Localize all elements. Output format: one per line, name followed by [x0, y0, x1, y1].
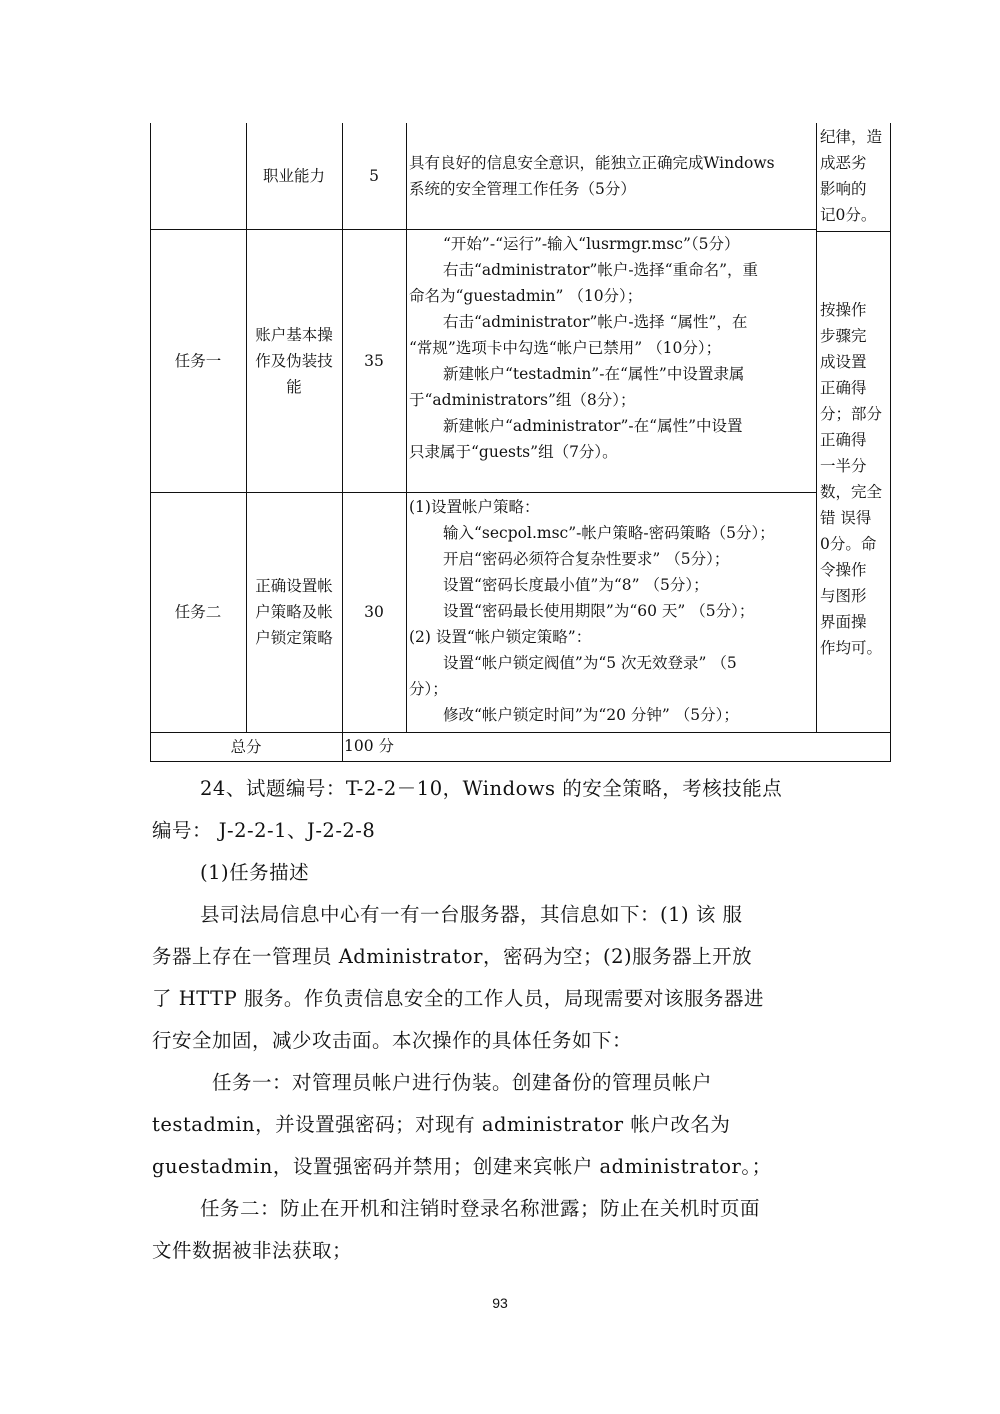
- text-line: 文件数据被非法获取；: [152, 1239, 353, 1262]
- detail-line: 新建帐户“administrator”-在“属性”中设置: [443, 417, 743, 435]
- note-line: 令操作: [820, 561, 867, 579]
- detail-line: 设置“密码长度最小值”为“8” （5分）；: [443, 576, 709, 594]
- detail-line: 输入“secpol.msc”-帐户策略-密码策略（5分）；: [443, 524, 775, 542]
- detail-line: 开启“密码必须符合复杂性要求” （5分）；: [443, 550, 730, 568]
- note-line: 一半分: [820, 457, 867, 475]
- table-line: [816, 231, 890, 232]
- detail-line: (2) 设置“帐户锁定策略”：: [409, 628, 592, 646]
- score-cell: [342, 492, 406, 732]
- question-heading: [152, 768, 852, 852]
- total-value: 100 分: [344, 737, 395, 755]
- note-line: 与图形: [820, 587, 867, 605]
- item-line: 能: [286, 377, 302, 396]
- task-label: 任务一: [174, 351, 222, 370]
- detail-line: 修改“帐户锁定时间”为“20 分钟” （5分）；: [443, 706, 739, 724]
- detail-line: (1)设置帐户策略：: [409, 498, 540, 516]
- item-line: 账户基本操: [255, 325, 333, 344]
- detail-line: 具有良好的信息安全意识，能独立正确完成Windows: [409, 154, 775, 172]
- details-cell: [409, 150, 815, 202]
- detail-line: 右击“administrator”帐户-选择 “属性”，在: [443, 313, 748, 331]
- total-value-cell: [344, 733, 644, 762]
- text-line: 24、试题编号：T-2-2－10，Windows 的安全策略，考核技能点: [200, 777, 783, 800]
- note-line: 步骤完: [820, 327, 867, 345]
- detail-line: 命名为“guestadmin” （10分）；: [409, 287, 643, 305]
- score-value: 30: [364, 603, 384, 621]
- note-line: 界面操: [820, 613, 867, 631]
- note-line: 成恶劣: [820, 154, 867, 172]
- text-line: 任务二：防止在开机和注销时登录名称泄露；防止在关机时页面: [200, 1197, 761, 1220]
- item-line: 正确设置帐: [255, 577, 333, 595]
- table-line: [816, 123, 817, 732]
- score-cell: [342, 229, 406, 492]
- note-line: 按操作: [820, 301, 867, 319]
- note-line: 作均可。: [820, 639, 883, 657]
- text-line: 务器上存在一管理员 Administrator，密码为空；(2)服务器上开放: [152, 945, 753, 968]
- text-line: 任务一：对管理员帐户进行伪装。创建备份的管理员帐户: [212, 1071, 713, 1094]
- item-label: 职业能力: [262, 167, 325, 185]
- text-line: 行安全加固，减少攻击面。本次操作的具体任务如下：: [152, 1029, 633, 1052]
- task-cell: [150, 492, 246, 732]
- detail-line: “常规”选项卡中勾选“帐户已禁用” （10分）；: [409, 339, 722, 357]
- score-cell: [342, 123, 406, 229]
- item-cell: [246, 123, 342, 229]
- total-label: 总分: [230, 737, 262, 756]
- detail-line: 于“administrators”组（8分）；: [409, 391, 636, 409]
- score-value: 35: [364, 351, 384, 370]
- item-cell: [246, 492, 342, 732]
- note-line: 错 误得: [820, 509, 872, 527]
- text-line: (1)任务描述: [200, 861, 310, 884]
- item-line: 户锁定策略: [255, 629, 333, 647]
- note-line: 正确得: [820, 379, 867, 397]
- scoring-table: [150, 123, 891, 762]
- text-line: 县司法局信息中心有一有一台服务器，其信息如下：(1) 该 服: [200, 903, 743, 926]
- text-line: testadmin，并设置强密码；对现有 administrator 帐户改名为: [152, 1113, 731, 1136]
- note-line: 影响的: [820, 180, 867, 198]
- detail-line: 只隶属于“guests”组（7分）。: [409, 443, 618, 461]
- detail-line: 设置“帐户锁定阀值”为“5 次无效登录” （5: [443, 654, 737, 672]
- section-heading: [152, 852, 852, 894]
- detail-line: 右击“administrator”帐户-选择“重命名”，重: [443, 261, 758, 279]
- task-one-paragraph: [152, 1062, 852, 1188]
- score-value: 5: [369, 167, 379, 185]
- text-line: 了 HTTP 服务。作负责信息安全的工作人员，局现需要对该服务器进: [152, 987, 764, 1010]
- merged-notes-cell: [820, 297, 892, 661]
- detail-line: “开始”-“运行”-输入“lusrmgr.msc”（5分）: [443, 235, 740, 253]
- item-cell: [246, 229, 342, 492]
- item-line: 户策略及帐: [255, 603, 333, 621]
- text-line: guestadmin，设置强密码并禁用；创建来宾帐户 administrator。；: [152, 1155, 772, 1178]
- note-line: 成设置: [820, 353, 867, 371]
- note-line: 记0分。: [820, 206, 877, 224]
- detail-line: 新建帐户“testadmin”-在“属性”中设置隶属: [443, 365, 745, 383]
- page-number: 93: [492, 1295, 508, 1311]
- details-cell: [409, 231, 815, 465]
- table-line: [406, 123, 407, 732]
- total-label-cell: [150, 732, 342, 761]
- detail-line: 系统的安全管理工作任务（5分）: [409, 180, 636, 198]
- details-cell: [409, 494, 815, 728]
- note-line: 数，完全: [820, 483, 883, 501]
- detail-line: 设置“密码最长使用期限”为“60 天” （5分）；: [443, 602, 755, 620]
- detail-line: 分）；: [409, 680, 448, 698]
- text-line: 编号： J-2-2-1、J-2-2-8: [152, 819, 376, 842]
- note-line: 纪律，造: [820, 128, 883, 146]
- item-line: 作及伪装技: [255, 351, 333, 370]
- note-line: 分；部分: [820, 405, 883, 423]
- note-line: 0分。命: [820, 535, 877, 553]
- task-two-paragraph: [152, 1188, 852, 1272]
- notes-cell: [820, 124, 890, 228]
- task-cell: [150, 229, 246, 492]
- task-label: 任务二: [174, 603, 222, 621]
- task-description: [152, 894, 852, 1062]
- note-line: 正确得: [820, 431, 867, 449]
